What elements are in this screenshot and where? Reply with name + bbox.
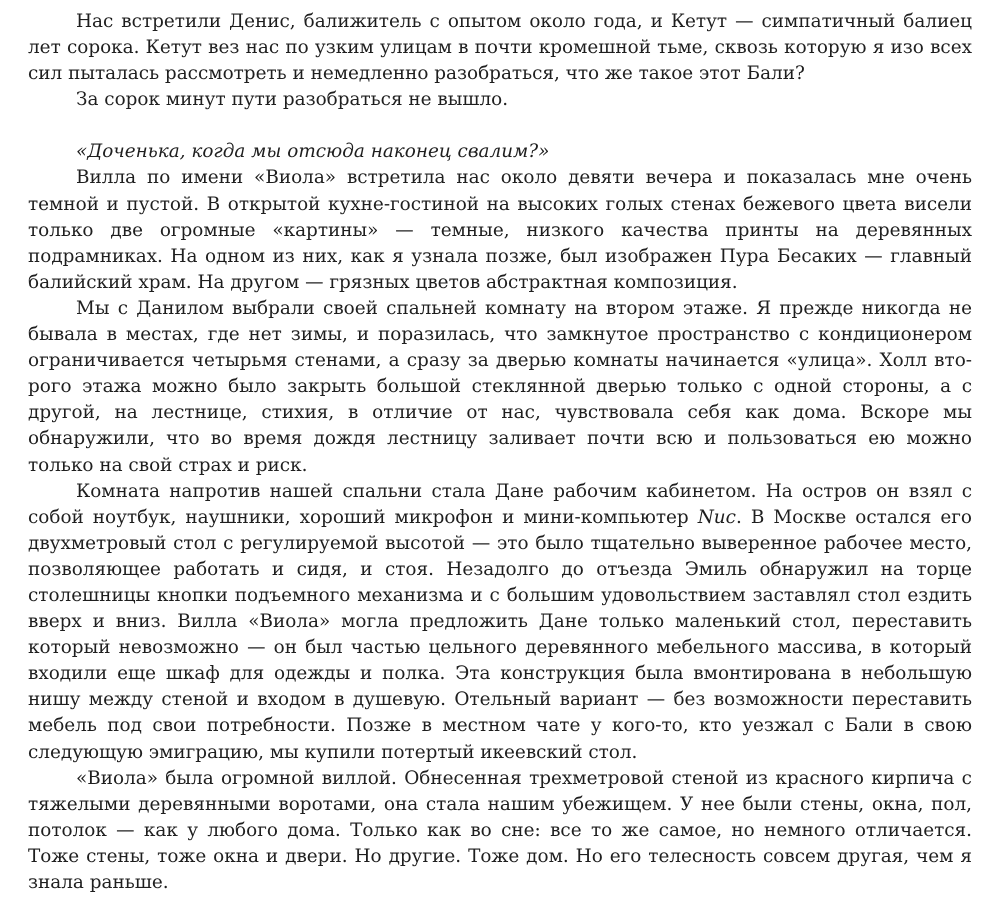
paragraph-study-room-text-1: Комната напротив нашей спальни стала Дане рабочим кабинетом. На остров он взял с собой ноутбук, наушники, хороший микрофон и мини-компьютер [28, 480, 972, 528]
book-page-text [28, 9, 972, 896]
epigraph-quote: «Доченька, когда мы отсюда наконец свалим?» [76, 141, 550, 163]
paragraph-arrival: Нас встретили Денис, балижитель с опытом около года, и Кетут — симпатичный балиец лет сорока. Кетут вез нас по узким улицам в почти кромешной тьме, сквозь которую я изо всех сил пыталась рассмотреть и немедленно разобраться, что же такое этот Бали? [28, 11, 972, 85]
paragraph-study-room [28, 479, 972, 766]
paragraph-bedroom: Мы с Данилом выбрали своей спальней комнату на втором этаже. Я прежде никогда не бывала в местах, где нет зимы, и поразилась, что замкнутое пространство с кондиционером ограничивается четырьмя стенами, а сразу за дверью комнаты начинается «улица». Холл второго этажа можно было закрыть большой стеклянной дверью только с одной стороны, а с другой, на лестнице, стихия, в отличие от нас, чувствовала себя как дома. Вскоре мы обнаружили, что во время дождя лестницу заливает почти всю и пользоваться ею можно только на свой страх и риск. [28, 297, 972, 476]
paragraph-villa-viola: Вилла по имени «Виола» встретила нас около девяти вечера и показалась мне очень темной и пустой. В открытой кухне-гостиной на высоких голых стенах бежевого цвета висели только две огромные «картины» — темные, низкого качества принты на деревянных подрамниках. На одном из них, как я узнала позже, был изображен Пура Бесаких — главный балийский храм. На другом — грязных цветов абстрактная композиция. [28, 167, 972, 293]
paragraph-villa-shelter: «Виола» была огромной виллой. Обнесенная трехметровой стеной из красного кирпича с тяжелыми деревянными воротами, она стала нашим убежищем. У нее были стены, окна, пол, потолок — как у любого дома. Только как во сне: все то же самое, но немного отличается. Тоже стены, тоже окна и двери. Но другие. Тоже дом. Но его телесность совсем другая, чем я знала раньше. [28, 767, 972, 893]
section-gap [28, 113, 972, 139]
computer-name-italic: Nuc [697, 506, 736, 528]
paragraph-study-room-text-2: . В Москве остался его двухметровый стол с регулируемой высотой — это было тщательно выверенное рабочее место, позволяющее работать и сидя, и стоя. Незадолго до отъезда Эмиль обнаружил на торце столешницы кнопки подъемного механизма и с большим удовольствием заставлял стол ездить вверх и вниз. Вилла «Виола» могла предложить Дане только маленький стол, переставить который невозможно — он был частью цельного деревянного мебельного массива, в который входили еще шкаф для одежды и полка. Эта конструкция была вмонтирована в небольшую нишу между стеной и входом в душевую. Отельный вариант — без возможности переставить мебель под свои потребности. Позже в местном чате у кого-то, кто уезжал с Бали в свою следующую эмиграцию, мы купили потертый икеевский стол. [28, 506, 972, 763]
paragraph-forty-minutes: За сорок минут пути разобраться не вышло. [76, 89, 509, 111]
